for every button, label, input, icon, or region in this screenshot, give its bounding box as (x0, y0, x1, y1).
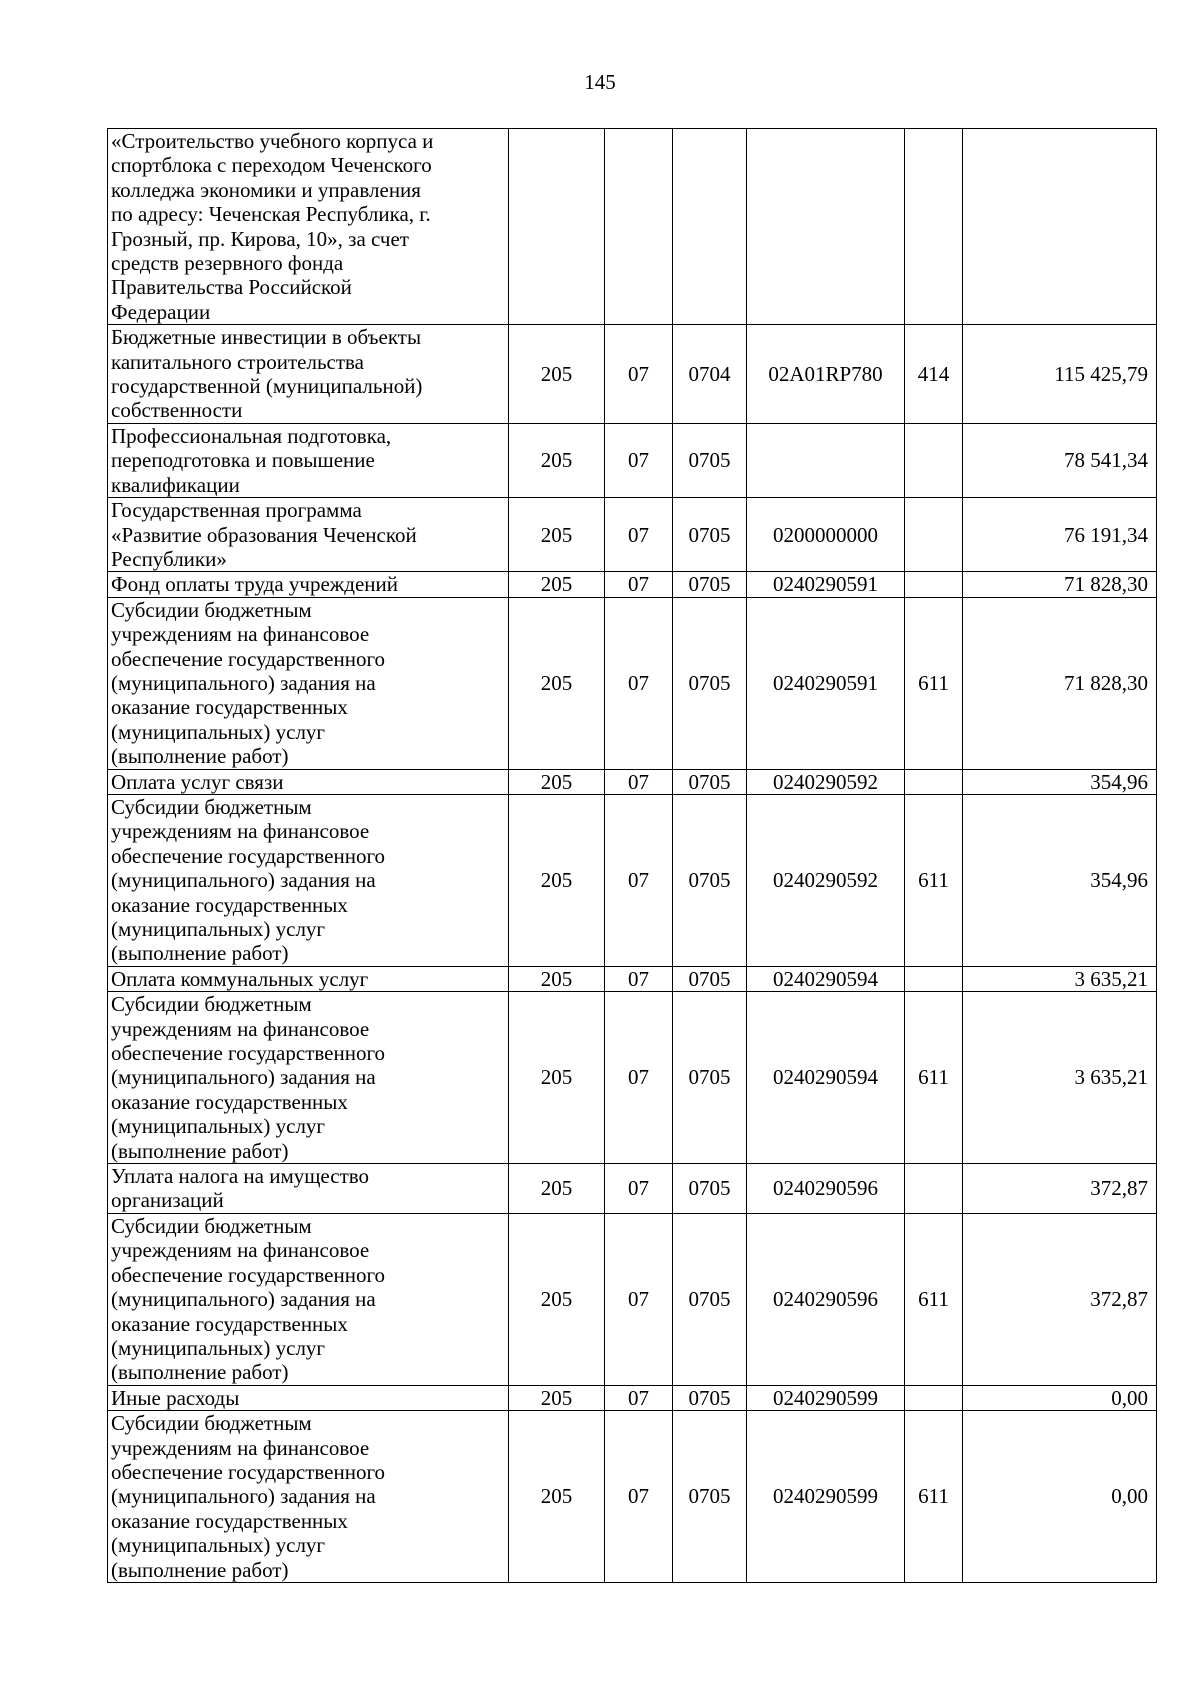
subsection-code-cell: 0705 (673, 794, 747, 966)
expense-type-cell: 611 (905, 1213, 963, 1385)
budget-table (107, 128, 1157, 1583)
table-row (108, 769, 1157, 794)
expense-name-line: обеспечение государственного (111, 646, 386, 671)
expense-name-line: (выполнение работ) (111, 1360, 289, 1385)
target-article-cell: 0240290594 (747, 966, 905, 991)
table-row (108, 572, 1157, 597)
expense-type-cell (905, 423, 963, 497)
table-row (108, 423, 1157, 497)
expense-name-line: (выполнение работ) (111, 941, 289, 966)
subsection-code-cell: 0705 (673, 769, 747, 794)
expense-name-line: (муниципальных) услуг (111, 1114, 326, 1139)
expense-name-line: квалификации (111, 472, 240, 497)
expense-name-line: Государственная программа (111, 498, 362, 523)
expense-name-line: (выполнение работ) (111, 1138, 289, 1163)
subsection-code-cell: 0705 (673, 1385, 747, 1410)
table-row (108, 597, 1157, 769)
ministry-code-cell: 205 (509, 769, 605, 794)
expense-name-line: (выполнение работ) (111, 744, 289, 769)
ministry-code-cell: 205 (509, 1164, 605, 1214)
expense-name-cell (108, 129, 509, 325)
target-article-cell: 0240290591 (747, 597, 905, 769)
table-row (108, 498, 1157, 572)
page-number: 145 (584, 70, 616, 94)
section-code-cell: 07 (605, 1385, 673, 1410)
ministry-code-cell: 205 (509, 572, 605, 597)
expense-name-line: колледжа экономики и управления (111, 177, 421, 202)
ministry-code-cell: 205 (509, 966, 605, 991)
subsection-code-cell: 0705 (673, 572, 747, 597)
ministry-code-cell: 205 (509, 423, 605, 497)
amount-cell: 354,96 (963, 794, 1157, 966)
subsection-code-cell: 0705 (673, 992, 747, 1164)
subsection-code-cell: 0705 (673, 1164, 747, 1214)
section-code-cell: 07 (605, 1411, 673, 1583)
subsection-code-cell: 0705 (673, 966, 747, 991)
expense-name-line: Правительства Российской (111, 275, 352, 300)
target-article-cell: 0240290592 (747, 794, 905, 966)
ministry-code-cell: 205 (509, 1411, 605, 1583)
expense-name-line: Субсидии бюджетным (111, 794, 312, 819)
subsection-code-cell: 0705 (673, 1411, 747, 1583)
expense-name-cell (108, 325, 509, 424)
expense-name-line: (муниципальных) услуг (111, 917, 326, 941)
table-row (108, 129, 1157, 325)
expense-name-line: Уплата налога на имущество (111, 1164, 370, 1189)
section-code-cell: 07 (605, 572, 673, 597)
section-code-cell: 07 (605, 1164, 673, 1214)
table-row (108, 1385, 1157, 1410)
target-article-cell: 0240290591 (747, 572, 905, 597)
expense-name-line: обеспечение государственного (111, 1262, 386, 1287)
expense-name-line: оказание государственных (111, 695, 348, 720)
section-code-cell (605, 129, 673, 325)
expense-name-line: «Развитие образования Чеченской (111, 522, 417, 547)
expense-name-cell (108, 597, 509, 769)
expense-name-cell (108, 498, 509, 572)
target-article-cell: 0240290592 (747, 769, 905, 794)
subsection-code-cell: 0705 (673, 498, 747, 572)
subsection-code-cell: 0705 (673, 1213, 747, 1385)
amount-cell: 372,87 (963, 1164, 1157, 1214)
expense-type-cell: 611 (905, 1411, 963, 1583)
expense-name-cell (108, 423, 509, 497)
expense-name-line: обеспечение государственного (111, 1459, 386, 1484)
expense-name-line: учреждениям на финансовое (111, 1435, 370, 1460)
expense-type-cell: 414 (905, 325, 963, 424)
target-article-cell: 0240290594 (747, 992, 905, 1164)
section-code-cell: 07 (605, 794, 673, 966)
expense-name-line: Субсидии бюджетным (111, 597, 312, 622)
expense-name-line: Оплата услуг связи (111, 769, 284, 794)
expense-name-line: Иные расходы (111, 1385, 240, 1410)
target-article-cell (747, 423, 905, 497)
amount-cell: 372,87 (963, 1213, 1157, 1385)
expense-name-line: (муниципального) задания на (111, 670, 376, 695)
expense-type-cell (905, 498, 963, 572)
ministry-code-cell: 205 (509, 498, 605, 572)
target-article-cell: 0240290596 (747, 1213, 905, 1385)
expense-name-line: учреждениям на финансовое (111, 819, 370, 844)
table-row (108, 325, 1157, 424)
expense-name-line: Федерации (111, 299, 211, 324)
expense-name-line: Бюджетные инвестиции в объекты (111, 325, 422, 350)
amount-cell (963, 129, 1157, 325)
ministry-code-cell: 205 (509, 1385, 605, 1410)
expense-name-line: обеспечение государственного (111, 843, 386, 868)
expense-name-line: (муниципального) задания на (111, 868, 376, 893)
expense-type-cell (905, 1385, 963, 1410)
amount-cell: 0,00 (963, 1411, 1157, 1583)
section-code-cell: 07 (605, 1213, 673, 1385)
expense-type-cell (905, 1164, 963, 1214)
section-code-cell: 07 (605, 966, 673, 991)
target-article-cell (747, 129, 905, 325)
expense-name-cell (108, 992, 509, 1164)
expense-name-line: по адресу: Чеченская Республика, г. (111, 202, 431, 227)
expense-name-line: переподготовка и повышение (111, 448, 375, 473)
expense-name-cell (108, 1411, 509, 1583)
expense-type-cell: 611 (905, 597, 963, 769)
expense-name-line: (муниципального) задания на (111, 1065, 376, 1090)
expense-name-line: «Строительство учебного корпуса и (111, 129, 434, 153)
ministry-code-cell: 205 (509, 1213, 605, 1385)
ministry-code-cell: 205 (509, 597, 605, 769)
table-row (108, 794, 1157, 966)
target-article-cell: 0240290599 (747, 1411, 905, 1583)
ministry-code-cell (509, 129, 605, 325)
table-row (108, 992, 1157, 1164)
expense-name-line: Республики» (111, 546, 227, 571)
section-code-cell: 07 (605, 423, 673, 497)
section-code-cell: 07 (605, 498, 673, 572)
expense-name-line: учреждениям на финансовое (111, 1016, 370, 1041)
amount-cell: 115 425,79 (963, 325, 1157, 424)
table-row (108, 966, 1157, 991)
expense-name-line: средств резервного фонда (111, 251, 344, 276)
expense-name-line: собственности (111, 398, 243, 423)
expense-name-line: Субсидии бюджетным (111, 992, 312, 1017)
amount-cell: 76 191,34 (963, 498, 1157, 572)
subsection-code-cell: 0705 (673, 423, 747, 497)
expense-name-line: Субсидии бюджетным (111, 1213, 312, 1238)
target-article-cell: 0200000000 (747, 498, 905, 572)
expense-name-cell (108, 1213, 509, 1385)
section-code-cell: 07 (605, 769, 673, 794)
expense-type-cell: 611 (905, 992, 963, 1164)
ministry-code-cell: 205 (509, 794, 605, 966)
expense-name-cell (108, 769, 509, 794)
expense-name-line: Субсидии бюджетным (111, 1411, 312, 1436)
amount-cell: 354,96 (963, 769, 1157, 794)
expense-name-line: спортблока с переходом Чеченского (111, 153, 432, 178)
expense-name-line: Оплата коммунальных услуг (111, 966, 369, 991)
expense-name-line: (муниципальных) услуг (111, 1533, 326, 1558)
expense-name-line: Профессиональная подготовка, (111, 423, 392, 448)
expense-name-line: (муниципального) задания на (111, 1484, 376, 1509)
subsection-code-cell: 0704 (673, 325, 747, 424)
expense-name-line: Грозный, пр. Кирова, 10», за счет (111, 226, 409, 251)
expense-type-cell (905, 572, 963, 597)
expense-type-cell (905, 129, 963, 325)
expense-name-line: капитального строительства (111, 349, 364, 374)
expense-name-cell (108, 794, 509, 966)
table-body (108, 129, 1157, 1583)
expense-name-cell (108, 1164, 509, 1214)
expense-name-line: организаций (111, 1188, 224, 1213)
amount-cell: 3 635,21 (963, 992, 1157, 1164)
expense-name-line: оказание государственных (111, 1311, 348, 1336)
subsection-code-cell: 0705 (673, 597, 747, 769)
expense-name-line: (муниципальных) услуг (111, 1335, 326, 1360)
expense-name-line: Фонд оплаты труда учреждений (111, 572, 398, 597)
amount-cell: 71 828,30 (963, 597, 1157, 769)
expense-type-cell (905, 769, 963, 794)
table-row (108, 1213, 1157, 1385)
table-row (108, 1164, 1157, 1214)
expense-name-line: учреждениям на финансовое (111, 1238, 370, 1263)
ministry-code-cell: 205 (509, 325, 605, 424)
target-article-cell: 02A01RP780 (747, 325, 905, 424)
target-article-cell: 0240290599 (747, 1385, 905, 1410)
section-code-cell: 07 (605, 992, 673, 1164)
expense-type-cell: 611 (905, 794, 963, 966)
expense-name-line: оказание государственных (111, 892, 348, 917)
expense-name-line: учреждениям на финансовое (111, 622, 370, 647)
section-code-cell: 07 (605, 597, 673, 769)
expense-name-cell (108, 966, 509, 991)
expense-name-line: оказание государственных (111, 1508, 348, 1533)
expense-name-cell (108, 572, 509, 597)
amount-cell: 3 635,21 (963, 966, 1157, 991)
expense-name-line: государственной (муниципальной) (111, 374, 423, 399)
expense-name-cell (108, 1385, 509, 1410)
section-code-cell: 07 (605, 325, 673, 424)
expense-type-cell (905, 966, 963, 991)
ministry-code-cell: 205 (509, 992, 605, 1164)
table-row (108, 1411, 1157, 1583)
expense-name-line: (муниципального) задания на (111, 1287, 376, 1312)
expense-name-line: (выполнение работ) (111, 1557, 289, 1582)
expense-name-line: оказание государственных (111, 1089, 348, 1114)
amount-cell: 0,00 (963, 1385, 1157, 1410)
amount-cell: 71 828,30 (963, 572, 1157, 597)
amount-cell: 78 541,34 (963, 423, 1157, 497)
target-article-cell: 0240290596 (747, 1164, 905, 1214)
subsection-code-cell (673, 129, 747, 325)
expense-name-line: (муниципальных) услуг (111, 719, 326, 744)
expense-name-line: обеспечение государственного (111, 1041, 386, 1066)
